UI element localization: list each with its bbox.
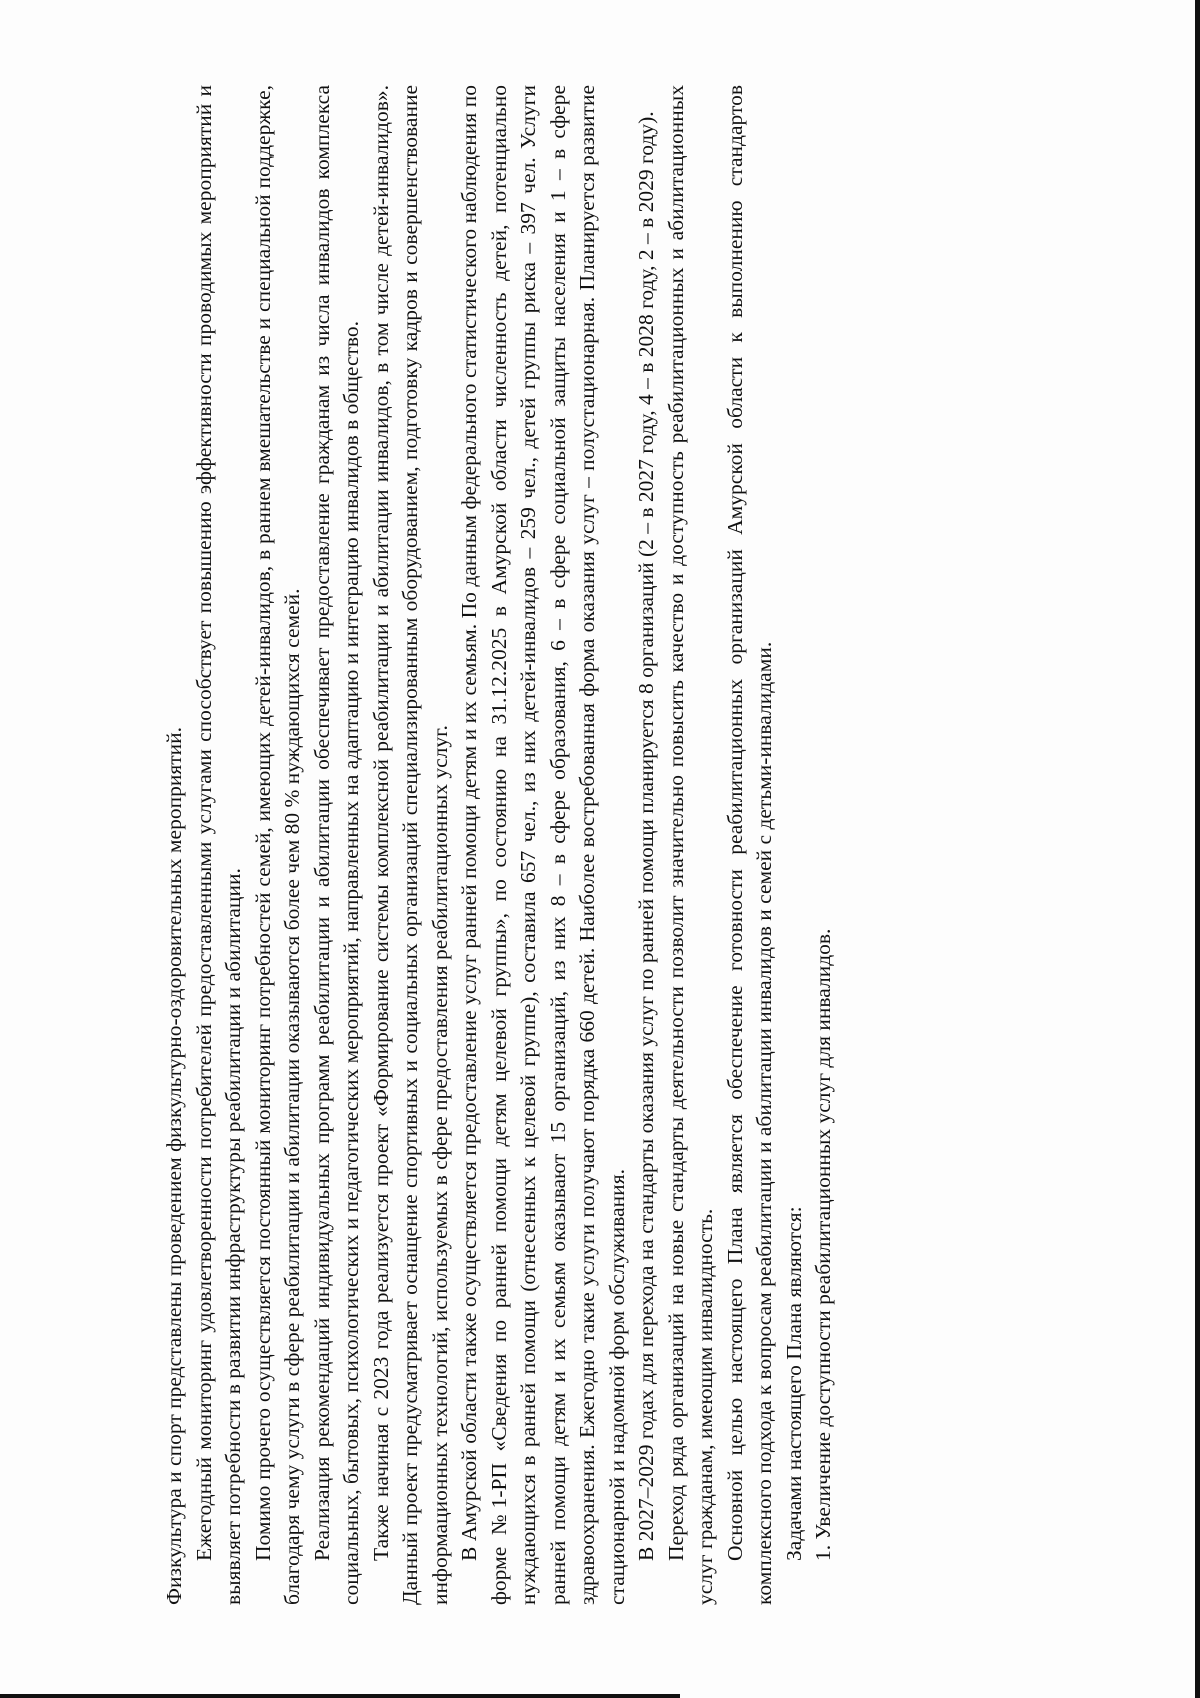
paragraph-early-help: В Амурской области также осуществляется предоставление услуг ранней помощи детям и их семьям. По данным федерального статистического наблюдения по форме №1-РП «Сведения по ранней помощи детям целевой группы», по состоянию на 31.12.2025 в Амурской области численность детей, потенциально нуждающихся в ранней помощи (отнесенных к целевой группе), составила 657 чел., из них детей-инвалидов – 259 чел., детей группы риска – 397 чел. Услуги ранней помощи детям и их семьям оказывают 15 организаций, из них 8 – в сфере образования, 6 – в сфере социальной защиты населения и 1 – в сфере здравоохранения. Ежегодно такие услуги получают порядка 660 детей. Наиболее востребованная форма оказания услуг – полустационарная. Планируется развитие стационарной и надомной форм обслуживания.	[457, 85, 629, 1605]
paragraph-monitoring-satisfaction: Ежегодный мониторинг удовлетворенности потребителей предоставленными услугами способствует повышению эффективности проводимых мероприятий и выявляет потребности в развитии инфраструктуры реабилитации и абилитации.	[191, 85, 245, 1605]
paragraph-tasks-heading: Задачами настоящего Плана являются:	[781, 1206, 806, 1561]
paragraph-physical-culture: Физкультура и спорт представлены проведением физкультурно-оздоровительных мероприятий.	[162, 726, 186, 1605]
paragraph-project-2023: Также начиная с 2023 года реализуется проект «Формирование системы комплексной реабилитации и абилитации инвалидов, в том числе детей-инвалидов». Данный проект предусматривает оснащение спортивных и социальных организаций специализированным оборудованием, подготовку кадров и совершенствование информационных технологий, используемых в сфере предоставления реабилитационных услуг.	[368, 85, 452, 1605]
paragraph-2027-2029: В 2027–2029 годах для перехода на стандарты оказания услуг по ранней помощи планируется 8 организаций (2 – в 2027 году, 4 – в 2028 году, 2 – в 2029 году).	[634, 111, 658, 1561]
scan-edge-shadow	[1195, 0, 1200, 1698]
paragraph-task-1: 1. Увеличение доступности реабилитационных услуг для инвалидов.	[811, 928, 835, 1561]
rotated-text-block	[160, 85, 1060, 1605]
paragraph-individual-programs: Реализация рекомендаций индивидуальных программ реабилитации и абилитации обеспечивает предоставление гражданам из числа инвалидов комплекса социальных, бытовых, психологических и педагогических мероприятий, направленных на адаптацию и интеграцию инвалидов в общество.	[309, 85, 363, 1605]
paragraph-monitoring-families: Помимо прочего осуществляется постоянный мониторинг потребностей семей, имеющих детей-инвалидов, в раннем вмешательстве и специальной поддержке, благодаря чему услуги в сфере реабилитации и абилитации оказываются более чем 80 % нуждающихся семей.	[250, 85, 304, 1605]
paragraph-new-standards: Переход ряда организаций на новые стандарты деятельности позволит значительно повысить качество и доступность реабилитационных и абилитационных услуг гражданам, имеющим инвалидность.	[663, 85, 717, 1605]
scan-bottom-shadow	[0, 1694, 680, 1698]
paragraph-main-goal: Основной целью настоящего Плана является обеспечение готовности реабилитационных организаций Амурской области к выполнению стандартов комплексного подхода к вопросам реабилитации и абилитации инвалидов и семей с детьми-инвалидами.	[722, 85, 776, 1605]
